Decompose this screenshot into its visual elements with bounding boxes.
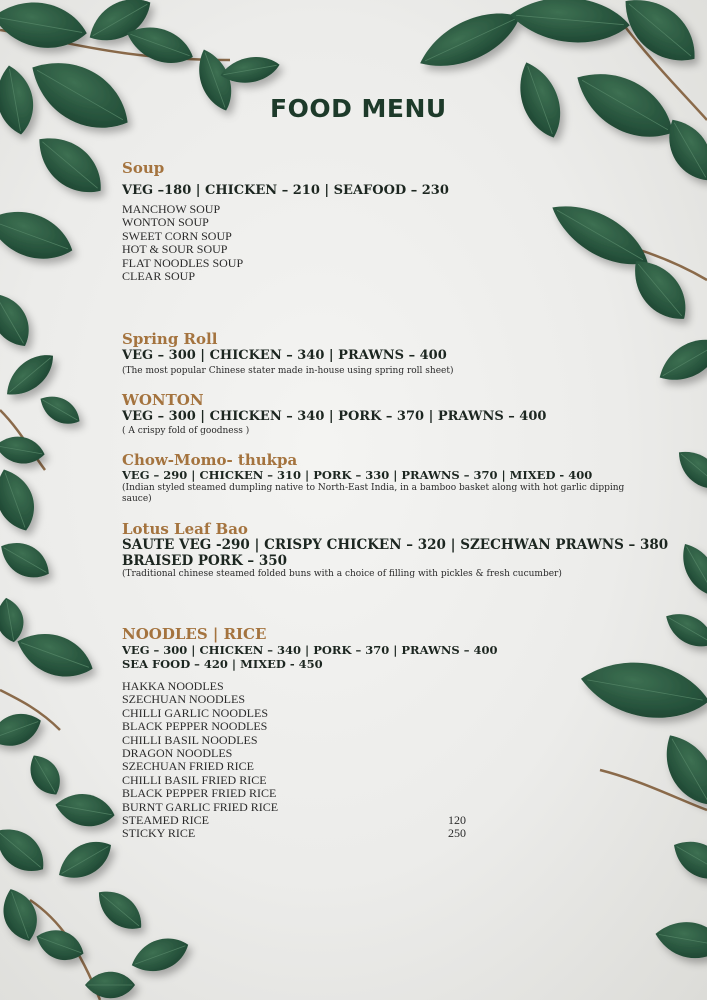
item-name: CHILLI GARLIC NOODLES [122,705,268,720]
item-name: SZECHUAN FRIED RICE [122,759,255,774]
list-item: MANCHOW SOUP [122,202,221,216]
list-item [122,827,482,840]
list-item: WONTON SOUP [122,215,209,230]
item-name: STICKY RICE [122,826,196,841]
item-name: DRAGON NOODLES [122,745,233,760]
list-item [122,707,482,720]
item-name: BURNT GARLIC FRIED RICE [122,799,279,814]
item-list [122,680,482,841]
item-name: BLACK PEPPER NOODLES [122,719,268,734]
list-item [122,747,482,760]
page-title: FOOD MENU [270,94,447,123]
section-note: ( A crispy fold of goodness ) [122,426,250,436]
item-name: CHILLI BASIL NOODLES [122,732,258,747]
section-prices: VEG – 290 | CHICKEN – 310 | PORK – 330 | PRAWNS – 370 | MIXED - 400 [122,468,593,482]
section-prices: VEG – 300 | CHICKEN – 340 | PORK – 370 | PRAWNS – 400 [122,409,547,424]
list-item [122,801,482,814]
section-title: WONTON [122,391,204,409]
item-name: STEAMED RICE [122,812,209,827]
section-prices: SEA FOOD – 420 | MIXED - 450 [122,657,323,671]
list-item [122,814,482,827]
section-prices: VEG –180 | CHICKEN – 210 | SEAFOOD – 230 [122,183,449,198]
item-name: BLACK PEPPER FRIED RICE [122,786,277,801]
section-title: Spring Roll [122,330,218,348]
list-item [122,760,482,773]
list-item: SWEET CORN SOUP [122,228,232,243]
item-price: 250 [448,826,466,841]
section-note: (The most popular Chinese stater made in-house using spring roll sheet) [122,366,454,376]
section-title: Chow-Momo- thukpa [122,451,298,469]
item-price: 120 [448,812,466,827]
list-item [122,734,482,747]
list-item [122,720,482,733]
section-note: (Traditional chinese steamed folded buns with a choice of filling with pickles & fresh cucumber) [122,569,562,579]
section-prices: BRAISED PORK – 350 [122,553,288,569]
section-prices: SAUTE VEG -290 | CRISPY CHICKEN – 320 | SZECHWAN PRAWNS – 380 [122,537,669,553]
list-item: CLEAR SOUP [122,268,196,283]
item-name: CHILLI BASIL FRIED RICE [122,772,267,787]
list-item [122,774,482,787]
section-title: Soup [122,159,165,177]
section-title: Lotus Leaf Bao [122,520,248,538]
list-item [122,787,482,800]
list-item: FLAT NOODLES SOUP [122,255,244,270]
list-item [122,680,482,693]
section-prices: VEG – 300 | CHICKEN – 340 | PORK – 370 | PRAWNS – 400 [122,643,498,657]
section-title: NOODLES | RICE [122,625,267,643]
list-item: HOT & SOUR SOUP [122,242,228,257]
item-name: SZECHUAN NOODLES [122,692,245,707]
item-list [122,203,482,283]
section-prices: VEG – 300 | CHICKEN – 340 | PRAWNS – 400 [122,348,447,363]
section-note: (Indian styled steamed dumpling native to North-East India, in a bamboo basket along with hot garlic dipping sauce) [122,483,625,504]
item-name: HAKKA NOODLES [122,679,224,693]
list-item [122,693,482,706]
